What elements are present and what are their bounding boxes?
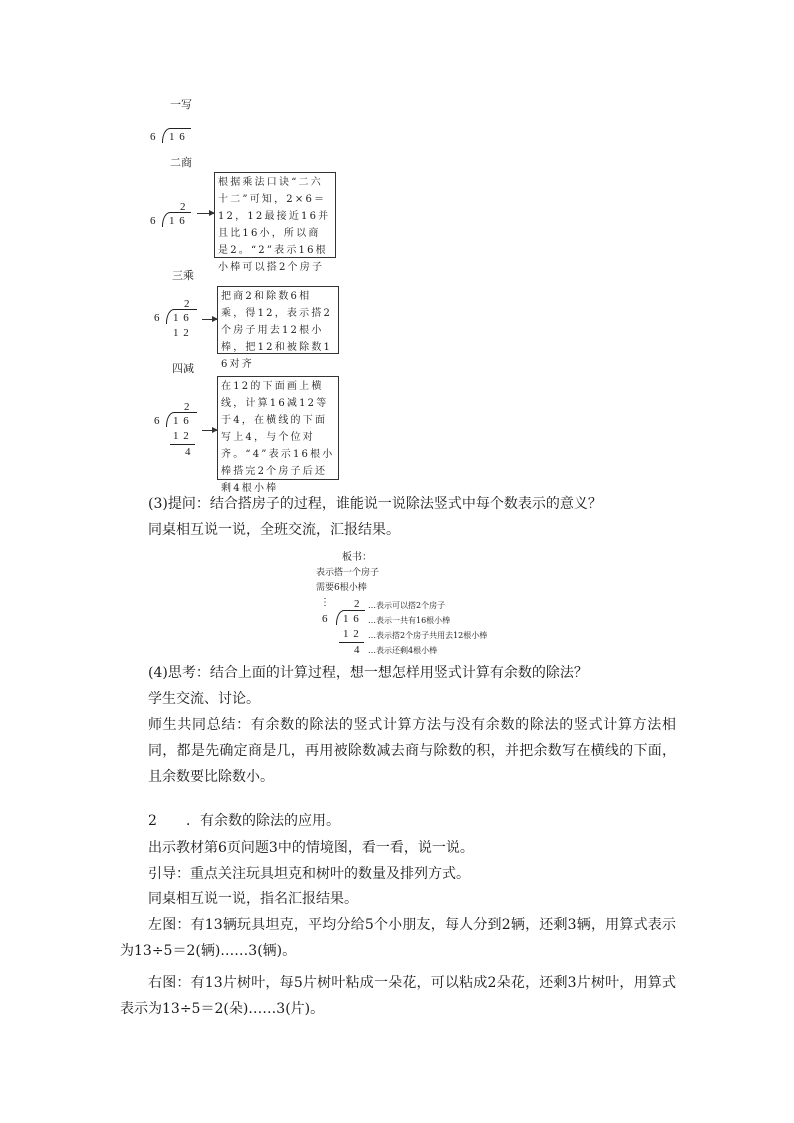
step-multiply-divisor: 6 <box>154 312 161 324</box>
board-product-note: …表示搭2个房子共用去12根小棒 <box>368 631 488 640</box>
board-dividend: 1 6 <box>343 613 360 625</box>
step-subtract-divisor: 6 <box>154 415 161 427</box>
step-quotient-arrow <box>197 213 214 214</box>
step-multiply-dividend: 1 6 <box>173 312 190 324</box>
board-divisor-dots: ⋮ <box>320 597 330 608</box>
board-remainder: 4 <box>354 644 361 656</box>
step-quotient-label: 二商 <box>170 156 192 169</box>
question-4: (4)思考：结合上面的计算过程，想一想怎样用竖式计算有余数的除法？ <box>148 665 588 681</box>
step-subtract-remainder: 4 <box>185 446 192 458</box>
step-subtract-product: 1 2 <box>173 430 190 442</box>
step-subtract-note: 在12的下面画上横线，计算16减12等于4，在横线的下面写上4，与个位对齐。“4”表示16根小棒搭完2个房子后还剩4根小棒 <box>217 376 339 480</box>
show-paragraph: 出示教材第6页问题3中的情境图，看一看，说一说。 <box>148 840 474 856</box>
board-quotient: 2 <box>354 598 361 610</box>
question-4-activity: 学生交流、讨论。 <box>148 691 260 707</box>
board-quotient-note: …表示可以搭2个房子 <box>368 601 446 610</box>
section-2-title: ．有余数的除法的应用。 <box>186 813 340 829</box>
board-divisor: 6 <box>322 613 329 625</box>
step-subtract-arrow <box>202 430 217 431</box>
step-multiply-note: 把商2和除数6相乘，得12，表示搭2个房子用去12根小棒，把12和被除数16对齐 <box>217 286 339 354</box>
step-subtract-quotient: 2 <box>184 401 191 413</box>
board-remainder-note: …表示还剩4根小棒 <box>368 646 438 655</box>
step-quotient-divisor: 6 <box>150 215 157 227</box>
board-divisor-note-1: 表示搭一个房子 <box>316 568 380 578</box>
step-subtract-label: 四减 <box>172 362 194 375</box>
step-write-label: 一写 <box>170 98 192 111</box>
step-multiply-arrow <box>202 319 217 320</box>
step-multiply-label: 三乘 <box>172 269 194 282</box>
board-dividend-note: …表示一共有16根小棒 <box>368 616 451 625</box>
step-quotient-dividend: 1 6 <box>169 215 186 227</box>
step-quotient-note: 根据乘法口诀“二六十二”可知，2×6＝12，12最接近16并且比16小，所以商是2。“2”表示16根小棒可以搭2个房子 <box>214 172 336 258</box>
section-2-number: 2 <box>148 813 157 829</box>
board-product: 1 2 <box>343 628 360 640</box>
step-subtract-dividend: 1 6 <box>173 415 190 427</box>
board-line <box>339 642 364 643</box>
step-write-divisor: 6 <box>150 131 157 143</box>
question-3: (3)提问：结合搭房子的过程，谁能说一说除法竖式中每个数表示的意义？ <box>148 496 602 512</box>
left-figure-paragraph: 左图：有13辆玩具坦克，平均分给5个小朋友，每人分到2辆，还剩3辆，用算式表示为13÷5＝2(辆)……3(辆)。 <box>120 917 676 959</box>
summary-paragraph: 师生共同总结：有余数的除法的竖式计算方法与没有余数的除法的竖式计算方法相同，都是先确定商是几，再用被除数减去商与除数的积，并把余数写在横线的下面，且余数要比除数小。 <box>148 717 676 785</box>
step-multiply-quotient: 2 <box>184 298 191 310</box>
guide-paragraph: 引导：重点关注玩具坦克和树叶的数量及排列方式。 <box>148 866 470 882</box>
right-figure-paragraph: 右图：有13片树叶，每5片树叶粘成一朵花，可以粘成2朵花，还剩3片树叶，用算式表示为13÷5＝2(朵)……3(片)。 <box>120 975 676 1017</box>
step-multiply-product: 1 2 <box>173 327 190 339</box>
step-quotient-quotient: 2 <box>180 201 187 213</box>
step-subtract-line <box>170 444 195 445</box>
step-write-dividend: 1 6 <box>169 131 186 143</box>
pair-paragraph: 同桌相互说一说，指名汇报结果。 <box>148 891 358 907</box>
question-3-activity: 同桌相互说一说，全班交流，汇报结果。 <box>148 522 400 538</box>
board-divisor-note-2: 需要6根小棒 <box>316 583 367 593</box>
board-title: 板书： <box>342 552 372 563</box>
